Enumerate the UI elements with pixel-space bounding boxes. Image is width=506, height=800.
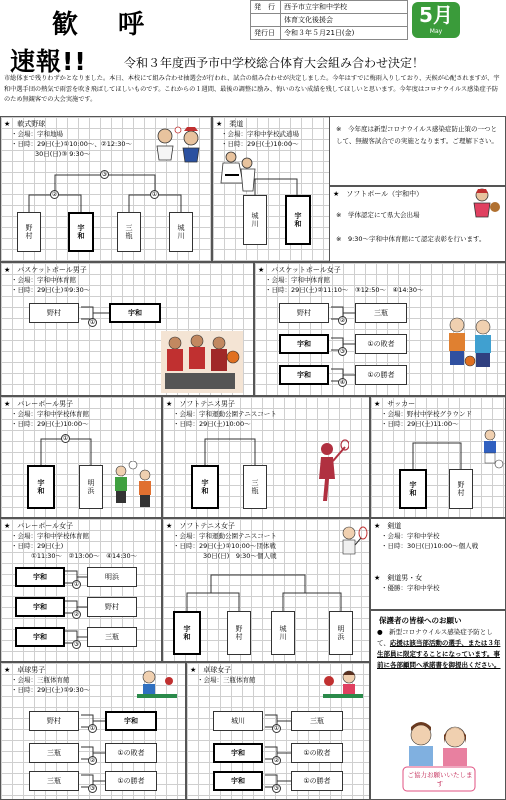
baseball-illustration bbox=[151, 122, 207, 164]
team-box-highlight: 宇和 bbox=[15, 597, 65, 617]
team-box: 明浜 bbox=[329, 611, 353, 655]
team-box-highlight: 宇和 bbox=[109, 303, 161, 323]
date-line: ・日時：29日(土) bbox=[11, 542, 64, 550]
judo-illustration bbox=[217, 149, 257, 193]
match-number: ① bbox=[151, 191, 158, 198]
match-number: ③ bbox=[101, 171, 108, 178]
team-box: ①の敗者 bbox=[291, 743, 343, 763]
venue-line: ・会場：宇和地場 bbox=[11, 130, 63, 138]
team-box: 三瓶 bbox=[243, 465, 267, 509]
team-box-highlight: 宇和 bbox=[399, 469, 427, 509]
judo-panel bbox=[212, 116, 330, 262]
match-number: ① bbox=[273, 725, 280, 732]
match-number: ② bbox=[273, 757, 280, 764]
panel-title: ★ バスケットボール男子 bbox=[4, 266, 87, 274]
panel-title: ★ ソフトテニス女子 bbox=[166, 522, 235, 530]
team-box-highlight: 宇和 bbox=[191, 465, 219, 509]
venue-line: ・会場：宇和中学校体育館 bbox=[11, 532, 89, 540]
date-line: 30日(日)③ 9:30～ bbox=[35, 150, 91, 158]
publication-info: 発 行 西予市立宇和中学校 体育文化後援会 発行日 令和３年５月21日(金) bbox=[250, 0, 408, 40]
team-box: 野村 bbox=[17, 212, 41, 252]
venue-line: ・会場：宇和中学校 bbox=[381, 532, 440, 540]
breaking-news-label: 速報!! bbox=[10, 47, 87, 76]
match-number: ③ bbox=[73, 641, 80, 648]
softball-illustration bbox=[468, 187, 504, 221]
team-box: 三瓶 bbox=[87, 627, 137, 647]
softball-panel bbox=[330, 186, 506, 262]
venue-line: ・会場：三瓶体育館 bbox=[11, 676, 70, 684]
team-box-highlight: 宇和 bbox=[285, 195, 311, 245]
tennis-illustration bbox=[331, 523, 369, 563]
match-number: ③ bbox=[89, 785, 96, 792]
team-box: 野村 bbox=[227, 611, 251, 655]
basketball-boys-panel bbox=[0, 262, 254, 396]
team-box: ①の勝者 bbox=[105, 771, 157, 791]
date-line: 30日(日) 9:30～個人戦 bbox=[203, 552, 277, 560]
panel-title: ★ 剣道 bbox=[374, 522, 402, 530]
panel-title: ★ 卓球女子 bbox=[190, 666, 232, 674]
date-line: ・日時：30日(日)10:00～個人戦 bbox=[381, 542, 479, 550]
team-box: 野村 bbox=[29, 711, 79, 731]
date-line: ・日時：29日(土)②11:10～ ③12:50～ ④14:30～ bbox=[265, 286, 424, 294]
match-number: ② bbox=[51, 191, 58, 198]
panel-title: ★ 卓球男子 bbox=[4, 666, 46, 674]
team-box: 城川 bbox=[169, 212, 193, 252]
team-box: 明浜 bbox=[79, 465, 103, 509]
softtennis-girls-panel bbox=[162, 518, 370, 662]
month-badge bbox=[412, 2, 460, 38]
tabletennis-girls-panel bbox=[186, 662, 370, 800]
match-number: ① bbox=[62, 435, 69, 442]
basketball-girls-panel bbox=[254, 262, 506, 396]
time-line: ①11:30～ ②13:00～ ④14:30～ bbox=[31, 552, 138, 560]
date-line: ・日時：29日(土)11:00～ bbox=[381, 420, 459, 428]
soccer-panel bbox=[370, 396, 506, 518]
panel-title: ★ バスケットボール女子 bbox=[258, 266, 341, 274]
panel-title: ★ サッカー bbox=[374, 400, 416, 408]
venue-line: ・会場：宇和中体育館 bbox=[265, 276, 330, 284]
panel-title: ★ 柔道 bbox=[216, 120, 244, 128]
volleyball-illustration bbox=[109, 461, 159, 509]
notice-body: ● 新型コロナウイルス感染症予防として、応援は該当部活動の選手、または３年生部員に限定することになっています。事前に各部顧問へ承諾書を御提出ください。 bbox=[377, 628, 501, 669]
softball-note: ※ 9:30～宇和中体育館にて認定表彰を行います。 bbox=[336, 235, 486, 243]
month-number: 5月 bbox=[419, 3, 453, 27]
baseball-panel bbox=[0, 116, 212, 262]
team-box: 三瓶 bbox=[291, 711, 343, 731]
venue-line: ・会場：三瓶体育館 bbox=[197, 676, 256, 684]
team-box: 三瓶 bbox=[355, 303, 407, 323]
match-number: ① bbox=[73, 581, 80, 588]
team-box: 野村 bbox=[29, 303, 79, 323]
venue-line: ・会場：野村中学校グラウンド bbox=[381, 410, 472, 418]
softtennis-boys-panel bbox=[162, 396, 370, 518]
panel-title: ★ 剣道男・女 bbox=[374, 574, 423, 582]
team-box: 城川 bbox=[271, 611, 295, 655]
team-box: 野村 bbox=[279, 303, 329, 323]
venue-line: ・会場：宇和運動公園テニスコート bbox=[173, 532, 277, 540]
venue-line: ・会場：宇和運動公園テニスコート bbox=[173, 410, 277, 418]
team-box: 三瓶 bbox=[117, 212, 141, 252]
covid-note: ※ 今年度は新型コロナウイルス感染症防止策の一つとして、無観客試合での実施となります。ご理解下さい。 bbox=[336, 125, 498, 145]
venue-line: ・会場：宇和中学校武道場 bbox=[221, 130, 299, 138]
result-line: ・優勝：宇和中学校 bbox=[381, 584, 440, 592]
match-number: ① bbox=[89, 319, 96, 326]
date-line: ・日時：29日(土)10:00～ bbox=[173, 420, 251, 428]
team-box-highlight: 宇和 bbox=[213, 771, 263, 791]
match-number: ② bbox=[73, 611, 80, 618]
panel-title: ★ ソフトテニス男子 bbox=[166, 400, 235, 408]
team-box: ①の勝者 bbox=[291, 771, 343, 791]
team-box-highlight: 宇和 bbox=[173, 611, 201, 655]
match-number: ④ bbox=[339, 379, 346, 386]
team-box: ①の勝者 bbox=[355, 365, 407, 385]
volleyball-boys-panel bbox=[0, 396, 162, 518]
team-box-highlight: 宇和 bbox=[279, 365, 329, 385]
team-box: 三瓶 bbox=[29, 771, 79, 791]
panel-title: ★ バレーボール女子 bbox=[4, 522, 74, 530]
judo-note-panel bbox=[330, 116, 506, 186]
match-number: ③ bbox=[273, 785, 280, 792]
paper-name: 歓呼 bbox=[52, 10, 185, 40]
month-english: May bbox=[429, 28, 443, 35]
tabletennis-illustration bbox=[135, 667, 181, 703]
team-box: ①の敗者 bbox=[355, 334, 407, 354]
team-box: 城川 bbox=[213, 711, 263, 731]
date-line: ・日時：29日(土)10:00～ bbox=[221, 140, 299, 148]
team-box-highlight: 宇和 bbox=[15, 627, 65, 647]
team-box: 明浜 bbox=[87, 567, 137, 587]
panel-title: ★ ソフトボール（宇和中） bbox=[333, 190, 424, 198]
date-line: ・日時：29日(土)①10:00～団体戦 bbox=[173, 542, 276, 550]
masthead bbox=[0, 0, 506, 42]
date-line: ・日時：29日(土)①9:30～ bbox=[11, 286, 91, 294]
match-number: ① bbox=[89, 725, 96, 732]
tabletennis-illustration bbox=[319, 667, 367, 703]
date-line: ・日時：29日(土)①10:00～、②12:30～ bbox=[11, 140, 132, 148]
venue-line: ・会場：宇和中体育館 bbox=[11, 276, 76, 284]
softball-note: ※ 学体認定にて県大会出場 bbox=[336, 211, 420, 219]
notice-title: 保護者の皆様へのお願い bbox=[379, 616, 462, 625]
team-box: 城川 bbox=[243, 195, 267, 245]
team-box: ①の敗者 bbox=[105, 743, 157, 763]
team-box: 野村 bbox=[449, 469, 473, 509]
venue-line: ・会場：宇和中学校体育館 bbox=[11, 410, 89, 418]
date-line: ・日時：29日(土)①9:30～ bbox=[11, 686, 91, 694]
tabletennis-boys-panel bbox=[0, 662, 186, 800]
date-line: ・日時：29日(土)10:00～ bbox=[11, 420, 89, 428]
panel-title: ★ バレーボール男子 bbox=[4, 400, 74, 408]
team-box-highlight: 宇和 bbox=[68, 212, 94, 252]
team-box-highlight: 宇和 bbox=[27, 465, 55, 509]
children-basketball-illustration bbox=[441, 313, 501, 373]
match-number: ② bbox=[89, 757, 96, 764]
intro-paragraph: 市総体まで残りわずかとなりました。本日、本校にて組み合わせ抽選会が行われ、試合の組み合わせが決定しました。今年はすでに梅雨入りしており、天候が心配されますが、宇和中選手団の熱気で雨雲を吹き飛ばしてほしいものです。これからの１週間、最後の調整に励み、悔いのない成績を残してほしいと思います。今年度はコロナウイルス感染症予防のため無観客での大会実施です。 bbox=[4, 75, 500, 103]
guardian-notice-panel bbox=[370, 610, 506, 800]
kendo-panel bbox=[370, 518, 506, 610]
team-box: 野村 bbox=[87, 597, 137, 617]
team-box-highlight: 宇和 bbox=[15, 567, 65, 587]
soccer-illustration bbox=[475, 427, 505, 469]
match-number: ② bbox=[339, 317, 346, 324]
basketball-illustration bbox=[161, 331, 243, 393]
team-box: 三瓶 bbox=[29, 743, 79, 763]
cooperation-bubble: ご協力お願いいたします bbox=[407, 771, 473, 788]
volleyball-girls-panel bbox=[0, 518, 162, 662]
headline-title: 令和３年度西予市中学校総合体育大会組み合わせ決定！ bbox=[124, 56, 425, 70]
tennis-player-silhouette bbox=[303, 439, 349, 503]
match-number: ③ bbox=[339, 348, 346, 355]
panel-title: ★ 軟式野球 bbox=[4, 120, 46, 128]
team-box-highlight: 宇和 bbox=[105, 711, 157, 731]
team-box-highlight: 宇和 bbox=[213, 743, 263, 763]
team-box-highlight: 宇和 bbox=[279, 334, 329, 354]
